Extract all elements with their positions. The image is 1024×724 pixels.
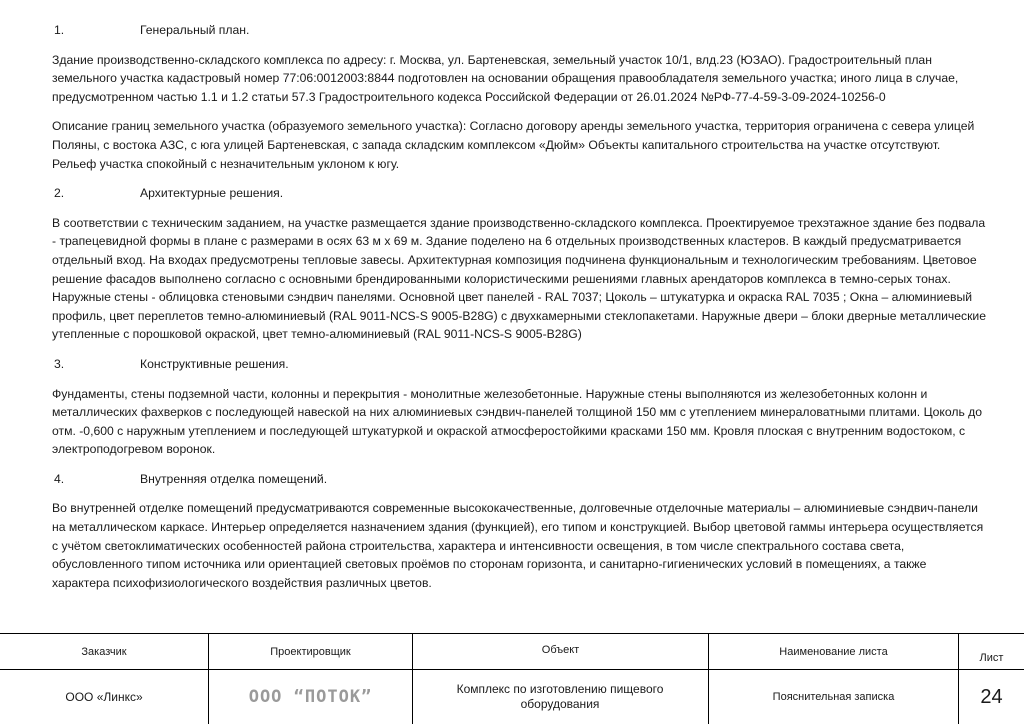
section-title: Внутренняя отделка помещений.	[140, 471, 328, 486]
section-title: Архитектурные решения.	[140, 186, 284, 201]
paragraph: Фундаменты, стены подземной части, колонны и перекрытия - монолитные железобетонные. Наружные стены выполняются из железобетонных колонн и металлических фахверков с последующей навеской на них алюминиевых сэндвич-панелей толщиной 150 мм с утеплением минераловатными плитами. Цоколь до отм. -0,600 с наружным утеплением и последующей штукатуркой и окраской атмосферостойкими красками 150 мм. Кровля плоская с внутренним водостоком, с электроподогревом воронок.	[52, 386, 983, 457]
paragraph: Здание производственно-складского комплекса по адресу: г. Москва, ул. Бартеневская, земельный участок 10/1, влд.23 (ЮЗАО). Градостроительный план земельного участка кадастровый номер 77:06:0012003:8844 подготовлен на основании обращения правообладателя земельного участка; иного лица в случае, предусмотренном частью 1.1 и 1.2 статьи 57.3 Градостроительного кодекса Российской Федерации от 26.01.2024 №РФ-77-4-59-3-09-2024-10256-0	[52, 52, 959, 104]
section-heading-3	[52, 355, 987, 374]
customer-label: Заказчик	[81, 645, 127, 658]
sheet-label: Лист	[979, 652, 1004, 664]
object-label: Объект	[541, 644, 580, 656]
section-number: 2.	[54, 186, 65, 201]
object-value: Комплекс по изготовлению пищевого оборудования	[456, 682, 664, 711]
section-title: Конструктивные решения.	[140, 356, 289, 371]
sheet-name-label: Наименование листа	[779, 645, 888, 658]
section-number: 4.	[54, 471, 65, 486]
paragraph: Во внутренней отделке помещений предусматриваются современные высококачественные, долговечные отделочные материалы – алюминиевые сэндвич-панели на металлическом каркасе. Интерьер определяется назначением здания (функцией), его типом и конструкцией. Выбор цветовой гаммы интерьера осуществляется с учётом светоклиматических особенностей района строительства, характера и интенсивности освещения, в том числе спектрального состава света, обусловленного типом источника или ориентацией световых проёмов по сторонам горизонта, и санитарно-гигиенических условий в помещениях, а также характера психофизиологического воздействия различных цветов.	[52, 501, 984, 590]
section-heading-1	[52, 21, 987, 40]
section-title: Генеральный план.	[140, 23, 250, 37]
paragraph: Описание границ земельного участка (образуемого земельного участка): Согласно договору аренды земельного участка, территория ограничена с севера улицей Поляны, с востока АЗС, с юга улицей Бартеневская, с запада складским комплексом «Дюйм» Объекты капитального строительства на участке отсутствуют. Рельеф участка спокойный с незначительным уклоном к югу.	[52, 119, 975, 171]
title-block	[0, 633, 1024, 724]
section-number: 3.	[54, 356, 65, 371]
document-body	[52, 18, 987, 603]
sheet-number: 24	[980, 685, 1003, 708]
section-number: 1.	[54, 23, 65, 37]
sheet-name-value: Пояснительная записка	[772, 691, 895, 703]
paragraph: В соответствии с техническим заданием, на участке размещается здание производственно-складского комплекса. Проектируемое трехэтажное здание без подвала - трапецевидной формы в плане с размерами в осях 63 м х 69 м. Здание поделено на 6 отдельных производственных кластеров. В каждый предусматривается отдельный вход. На входах предусмотрены тепловые завесы. Архитектурная композиция подчинена функциональным и технологическим требованиям. Цветовое решение фасадов выполнено согласно с основными брендированными колористическими решениями главных арендаторов комплекса в темно-серых тонах. Наружные стены - облицовка стеновыми сэндвич панелями. Основной цвет панелей - RAL 7037; Цоколь – штукатурка и окраска RAL 7035 ; Окна – алюминиевый профиль, цвет переплетов темно-алюминиевый (RAL 9011-NCS-S 9005-B28G) с двухкамерными стеклопакетами. Наружные двери – блоки дверные металлические утепленные с порошковой окраской, цвет темно-алюминиевый (RAL 9011-NCS-S 9005-B28G)	[52, 215, 987, 342]
section-heading-4	[52, 470, 987, 489]
designer-label: Проектировщик	[270, 645, 351, 658]
section-heading-2	[52, 184, 987, 203]
designer-logo-text: ООО “ПОТОК”	[248, 687, 373, 707]
designer-logo	[209, 670, 412, 724]
customer-value: ООО «Линкс»	[65, 690, 143, 704]
